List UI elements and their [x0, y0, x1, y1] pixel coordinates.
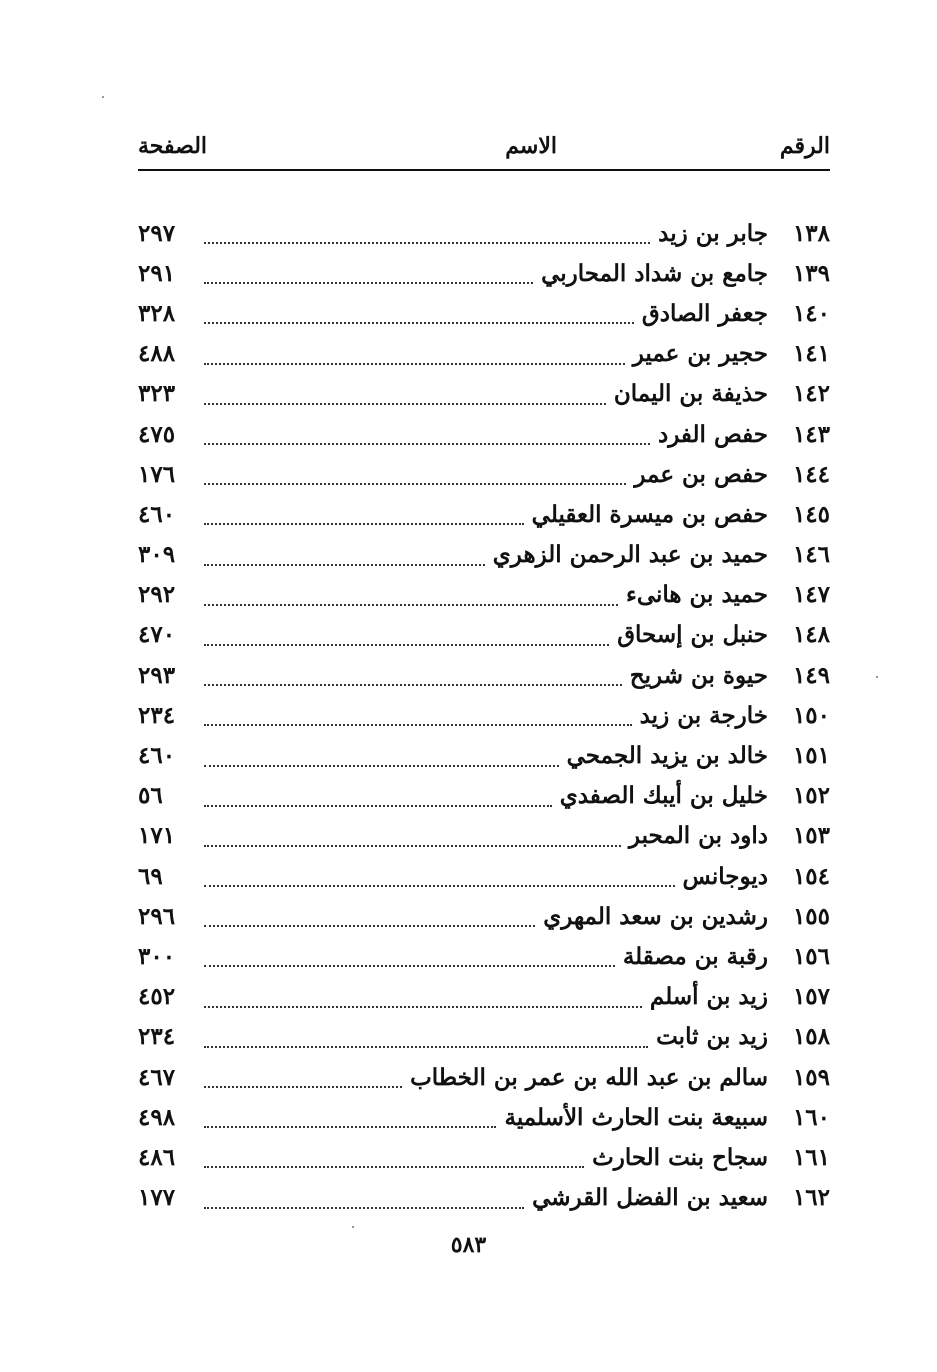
- dot-leader: [204, 519, 524, 525]
- entry-page: ٤٦٠: [138, 742, 176, 770]
- entry-page: ٥٦: [138, 782, 163, 810]
- entry-page: ٤٧٠: [138, 621, 176, 649]
- entry-page: ٣٢٣: [138, 380, 176, 408]
- entry-number: ١٤٤: [792, 460, 830, 488]
- dot-leader: [204, 238, 650, 244]
- index-entry-row: [138, 856, 830, 896]
- entry-page: ٢٣٤: [138, 1023, 176, 1051]
- dot-leader: [204, 640, 609, 646]
- entry-number: ١٤٠: [792, 299, 830, 327]
- entry-name: جابر بن زيد: [658, 219, 768, 247]
- index-entry-row: [138, 374, 830, 414]
- dot-leader: [204, 1203, 524, 1209]
- index-entry-row: [138, 695, 830, 735]
- entry-number: ١٥٢: [792, 782, 830, 810]
- index-entry-row: [138, 1017, 830, 1057]
- index-entry-row: [138, 776, 830, 816]
- entry-page: ١٧٧: [138, 1184, 176, 1212]
- entry-number: ١٥٦: [792, 942, 830, 970]
- dot-leader: [204, 560, 485, 566]
- index-entry-row: [138, 1137, 830, 1177]
- entry-page: ٤٥٢: [138, 983, 176, 1011]
- dot-leader: [204, 359, 625, 365]
- entry-page: ١٧١: [138, 822, 176, 850]
- dot-leader: [204, 680, 622, 686]
- entry-page: ٢٩٦: [138, 902, 176, 930]
- entry-number: ١٥٠: [792, 701, 830, 729]
- dot-leader: [204, 479, 626, 485]
- entry-page: ٣٢٨: [138, 299, 176, 327]
- entry-name: حفص بن عمر: [634, 460, 768, 488]
- dot-leader: [204, 1082, 402, 1088]
- dot-leader: [204, 399, 606, 405]
- entry-name: داود بن المحبر: [628, 822, 768, 850]
- entry-number: ١٤٧: [792, 581, 830, 609]
- entry-number: ١٤٦: [792, 541, 830, 569]
- index-entry-row: [138, 253, 830, 293]
- index-entry-row: [138, 1057, 830, 1097]
- entry-page: ٢٩٢: [138, 581, 176, 609]
- index-entry-row: [138, 655, 830, 695]
- index-entry-row: [138, 213, 830, 253]
- entry-page: ٦٩: [138, 862, 163, 890]
- entry-name: حجير بن عمير: [632, 340, 768, 368]
- entry-number: ١٤٢: [792, 380, 830, 408]
- index-entry-row: [138, 575, 830, 615]
- scan-speck: [876, 676, 878, 678]
- dot-leader: [204, 761, 559, 767]
- entry-name: حميد بن عبد الرحمن الزهري: [492, 541, 768, 569]
- dot-leader: [204, 921, 535, 927]
- entry-number: ١٦١: [792, 1143, 830, 1171]
- entry-name: حفص بن ميسرة العقيلي: [531, 500, 768, 528]
- entry-number: ١٥١: [792, 742, 830, 770]
- entry-name: خالد بن يزيد الجمحي: [566, 742, 768, 770]
- number-column-label: الرقم: [779, 133, 830, 159]
- entry-name: رقبة بن مصقلة: [622, 942, 768, 970]
- entry-number: ١٦٢: [792, 1184, 830, 1212]
- entry-number: ١٤٨: [792, 621, 830, 649]
- entry-name: سالم بن عبد الله بن عمر بن الخطاب: [410, 1063, 768, 1091]
- entry-number: ١٥٧: [792, 983, 830, 1011]
- entry-name: حفص الفرد: [657, 420, 768, 448]
- entry-page: ٣٠٩: [138, 541, 176, 569]
- entry-page: ٤٨٨: [138, 340, 176, 368]
- entry-number: ١٥٩: [792, 1063, 830, 1091]
- dot-leader: [204, 961, 615, 967]
- entry-number: ١٤٩: [792, 661, 830, 689]
- entry-number: ١٤١: [792, 340, 830, 368]
- scan-speck: [102, 96, 104, 98]
- entry-name: سبيعة بنت الحارث الأسلمية: [504, 1103, 768, 1131]
- dot-leader: [204, 1162, 584, 1168]
- index-entry-row: [138, 334, 830, 374]
- dot-leader: [204, 278, 533, 284]
- entry-name: ديوجانس: [682, 862, 768, 890]
- scan-speck: [352, 1226, 354, 1228]
- index-entry-row: [138, 735, 830, 775]
- page-number: ٥٨٣: [450, 1232, 487, 1258]
- dot-leader: [204, 801, 552, 807]
- entry-name: حذيفة بن اليمان: [613, 380, 768, 408]
- index-entry-row: [138, 414, 830, 454]
- index-entry-row: [138, 454, 830, 494]
- entry-page: ٤٦٠: [138, 500, 176, 528]
- entry-name: جامع بن شداد المحاربي: [541, 259, 768, 287]
- column-header: [138, 133, 830, 169]
- entry-name: رشدين بن سعد المهري: [543, 902, 768, 930]
- index-entry-row: [138, 936, 830, 976]
- entry-name: حميد بن هانىء: [626, 581, 768, 609]
- dot-leader: [204, 1002, 642, 1008]
- dot-leader: [204, 841, 621, 847]
- index-entry-row: [138, 1097, 830, 1137]
- page-column-label: الصفحة: [138, 133, 208, 159]
- entry-number: ١٥٤: [792, 862, 830, 890]
- dot-leader: [204, 1042, 648, 1048]
- entry-page: ٢٩١: [138, 259, 176, 287]
- entry-page: ٤٦٧: [138, 1063, 176, 1091]
- dot-leader: [204, 720, 632, 726]
- entry-name: زيد بن أسلم: [649, 983, 768, 1011]
- entry-number: ١٣٩: [792, 259, 830, 287]
- entry-page: ٤٧٥: [138, 420, 176, 448]
- index-entry-row: [138, 896, 830, 936]
- index-entry-row: [138, 816, 830, 856]
- dot-leader: [204, 881, 675, 887]
- header-rule: [138, 169, 830, 171]
- entry-number: ١٦٠: [792, 1103, 830, 1131]
- dot-leader: [204, 1122, 496, 1128]
- entry-page: ٤٨٦: [138, 1143, 176, 1171]
- dot-leader: [204, 439, 650, 445]
- entry-page: ٢٩٣: [138, 661, 176, 689]
- entry-name: حيوة بن شريح: [629, 661, 768, 689]
- entry-number: ١٥٨: [792, 1023, 830, 1051]
- entry-page: ٤٩٨: [138, 1103, 176, 1131]
- entry-page: ٢٣٤: [138, 701, 176, 729]
- dot-leader: [204, 600, 618, 606]
- entry-name: زيد بن ثابت: [656, 1023, 768, 1051]
- entry-number: ١٤٥: [792, 500, 830, 528]
- dot-leader: [204, 318, 634, 324]
- entry-name: جعفر الصادق: [641, 299, 768, 327]
- entry-page: ٢٩٧: [138, 219, 176, 247]
- entry-number: ١٥٥: [792, 902, 830, 930]
- entry-name: خليل بن أيبك الصفدي: [559, 782, 768, 810]
- index-entry-row: [138, 1178, 830, 1218]
- entry-name: سعيد بن الفضل القرشي: [532, 1184, 768, 1212]
- name-column-label: الاسم: [505, 133, 557, 159]
- entry-page: ١٧٦: [138, 460, 176, 488]
- index-entry-row: [138, 615, 830, 655]
- entry-page: ٣٠٠: [138, 942, 176, 970]
- index-entry-row: [138, 535, 830, 575]
- index-entry-row: [138, 494, 830, 534]
- index-entry-row: [138, 977, 830, 1017]
- index-entry-row: [138, 293, 830, 333]
- entry-name: سجاح بنت الحارث: [592, 1143, 768, 1171]
- entry-number: ١٥٣: [792, 822, 830, 850]
- entry-number: ١٣٨: [792, 219, 830, 247]
- entry-name: حنبل بن إسحاق: [617, 621, 768, 649]
- entry-name: خارجة بن زيد: [639, 701, 768, 729]
- entry-number: ١٤٣: [792, 420, 830, 448]
- index-list: [138, 213, 830, 1218]
